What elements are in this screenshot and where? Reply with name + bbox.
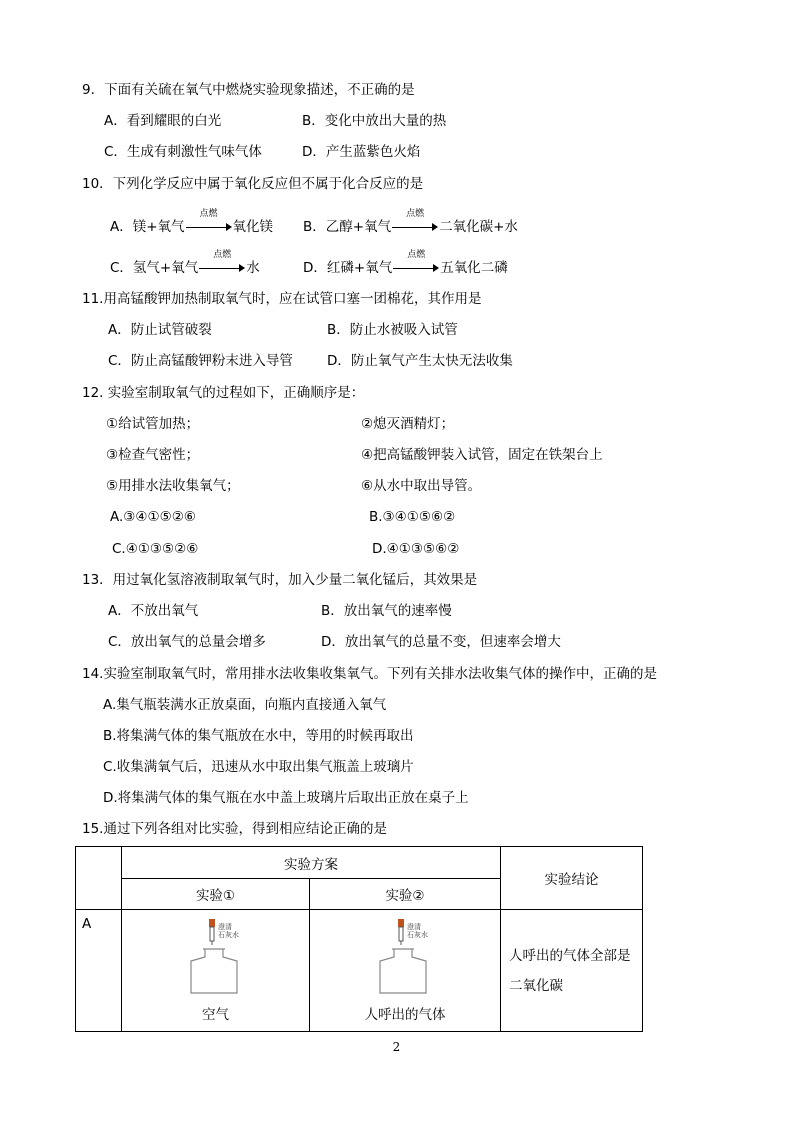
- q10-option-d: [303, 250, 508, 277]
- q13-option-d: D．放出氧气的总量不变，但速率会增大: [321, 634, 561, 650]
- condition-label: 点燃: [407, 250, 426, 260]
- q11-option-c: C．防止高锰酸钾粉末进入导管: [108, 353, 293, 369]
- reaction-arrow-icon: [186, 209, 232, 232]
- row-a-label: A: [76, 910, 122, 1032]
- conclusion-line2: 二氧化碳: [509, 977, 563, 994]
- header-exp2: 实验②: [310, 879, 501, 910]
- q14-option-d: D.将集满气体的集气瓶在水中盖上玻璃片后取出正放在桌子上: [103, 790, 469, 806]
- q14-stem: 14.实验室制取氧气时，常用排水法收集收集氧气。下列有关排水法收集气体的操作中，正确的是: [82, 666, 657, 682]
- q11-option-b: B．防止水被吸入试管: [327, 322, 458, 338]
- header-exp1: 实验①: [122, 879, 310, 910]
- q10-option-c: [110, 250, 260, 277]
- gas-bottle-dropper-icon: [181, 919, 251, 995]
- q13-option-a: A．不放出氧气: [108, 603, 199, 619]
- q15-stem: 15.通过下列各组对比实验，得到相应结论正确的是: [82, 821, 387, 837]
- q14-option-a: A.集气瓶装满水正放桌面，向瓶内直接通入氧气: [103, 697, 387, 713]
- q9-option-b: B．变化中放出大量的热: [302, 113, 447, 129]
- reaction-arrow-icon: [199, 250, 245, 273]
- dropper-label-line1: 澄清: [407, 922, 421, 931]
- dropper-label-line2: 石灰水: [217, 930, 239, 939]
- q12-step-1: ①给试管加热；: [106, 416, 200, 432]
- q9-stem: 9．下面有关硫在氧气中燃烧实验现象描述，不正确的是: [82, 82, 415, 98]
- reactants: B．乙醇+氧气: [303, 219, 392, 235]
- row-a-exp1: [122, 910, 310, 1032]
- q12-step-4: ④把高锰酸钾装入试管，固定在铁架台上: [361, 447, 603, 463]
- condition-label: 点燃: [406, 209, 425, 219]
- reactants: D．红磷+氧气: [303, 260, 393, 276]
- q9-option-c: C．生成有刺激性气味气体: [104, 144, 262, 160]
- conclusion-line1: 人呼出的气体全部是: [509, 947, 631, 964]
- q12-step-3: ③检查气密性；: [106, 447, 200, 463]
- q13-option-b: B．放出氧气的速率慢: [321, 603, 452, 619]
- row-a-conclusion: [501, 910, 643, 1032]
- products: 五氧化二磷: [440, 260, 508, 276]
- experiment-table: [75, 846, 643, 1032]
- header-plan: 实验方案: [122, 847, 501, 879]
- reactants: A．镁+氧气: [110, 219, 185, 235]
- q10-option-b: [303, 209, 518, 236]
- page-number: 2: [392, 1040, 401, 1054]
- q12-step-6: ⑥从水中取出导管。: [361, 478, 482, 494]
- condition-label: 点燃: [213, 250, 232, 260]
- products: 氧化镁: [232, 219, 274, 235]
- reactants: C．氢气+氧气: [110, 260, 199, 276]
- row-a-exp2: [310, 910, 501, 1032]
- q12-step-2: ②熄灭酒精灯；: [361, 416, 455, 432]
- products: 二氧化碳+水: [439, 219, 518, 235]
- q12-option-b: B.③④①⑤⑥②: [369, 509, 456, 525]
- q9-option-a: A．看到耀眼的白光: [104, 113, 222, 129]
- products: 水: [246, 260, 260, 276]
- q14-option-c: C.收集满氧气后，迅速从水中取出集气瓶盖上玻璃片: [103, 759, 414, 775]
- reaction-arrow-icon: [393, 250, 439, 273]
- dropper-label-line2: 石灰水: [407, 930, 428, 939]
- exp2-caption: 人呼出的气体: [364, 1006, 446, 1023]
- q10-option-a: [110, 209, 274, 236]
- q14-option-b: B.将集满气体的集气瓶放在水中，等用的时候再取出: [103, 728, 414, 744]
- q12-option-d: D.④①③⑤⑥②: [372, 541, 460, 557]
- q10-stem: 10．下列化学反应中属于氧化反应但不属于化合反应的是: [82, 176, 424, 192]
- q12-stem: 12. 实验室制取氧气的过程如下，正确顺序是：: [82, 385, 365, 401]
- gas-bottle-dropper-icon: [370, 919, 440, 995]
- condition-label: 点燃: [199, 209, 218, 219]
- q11-option-a: A．防止试管破裂: [108, 322, 212, 338]
- table-corner-cell: [76, 847, 122, 910]
- dropper-label-line1: 澄清: [217, 922, 232, 931]
- q13-option-c: C．放出氧气的总量会增多: [108, 634, 266, 650]
- header-conclusion: 实验结论: [501, 847, 643, 910]
- exp1-caption: 空气: [202, 1006, 229, 1023]
- q11-option-d: D．防止氧气产生太快无法收集: [327, 353, 513, 369]
- q9-option-d: D．产生蓝紫色火焰: [302, 144, 421, 160]
- reaction-arrow-icon: [392, 209, 438, 232]
- q13-stem: 13．用过氧化氢溶液制取氧气时，加入少量二氧化锰后，其效果是: [82, 572, 478, 588]
- q11-stem: 11.用高锰酸钾加热制取氧气时，应在试管口塞一团棉花，其作用是: [82, 291, 482, 307]
- q12-option-c: C.④①③⑤②⑥: [112, 541, 199, 557]
- q12-step-5: ⑤用排水法收集氧气；: [106, 478, 240, 494]
- q12-option-a: A.③④①⑤②⑥: [110, 509, 196, 525]
